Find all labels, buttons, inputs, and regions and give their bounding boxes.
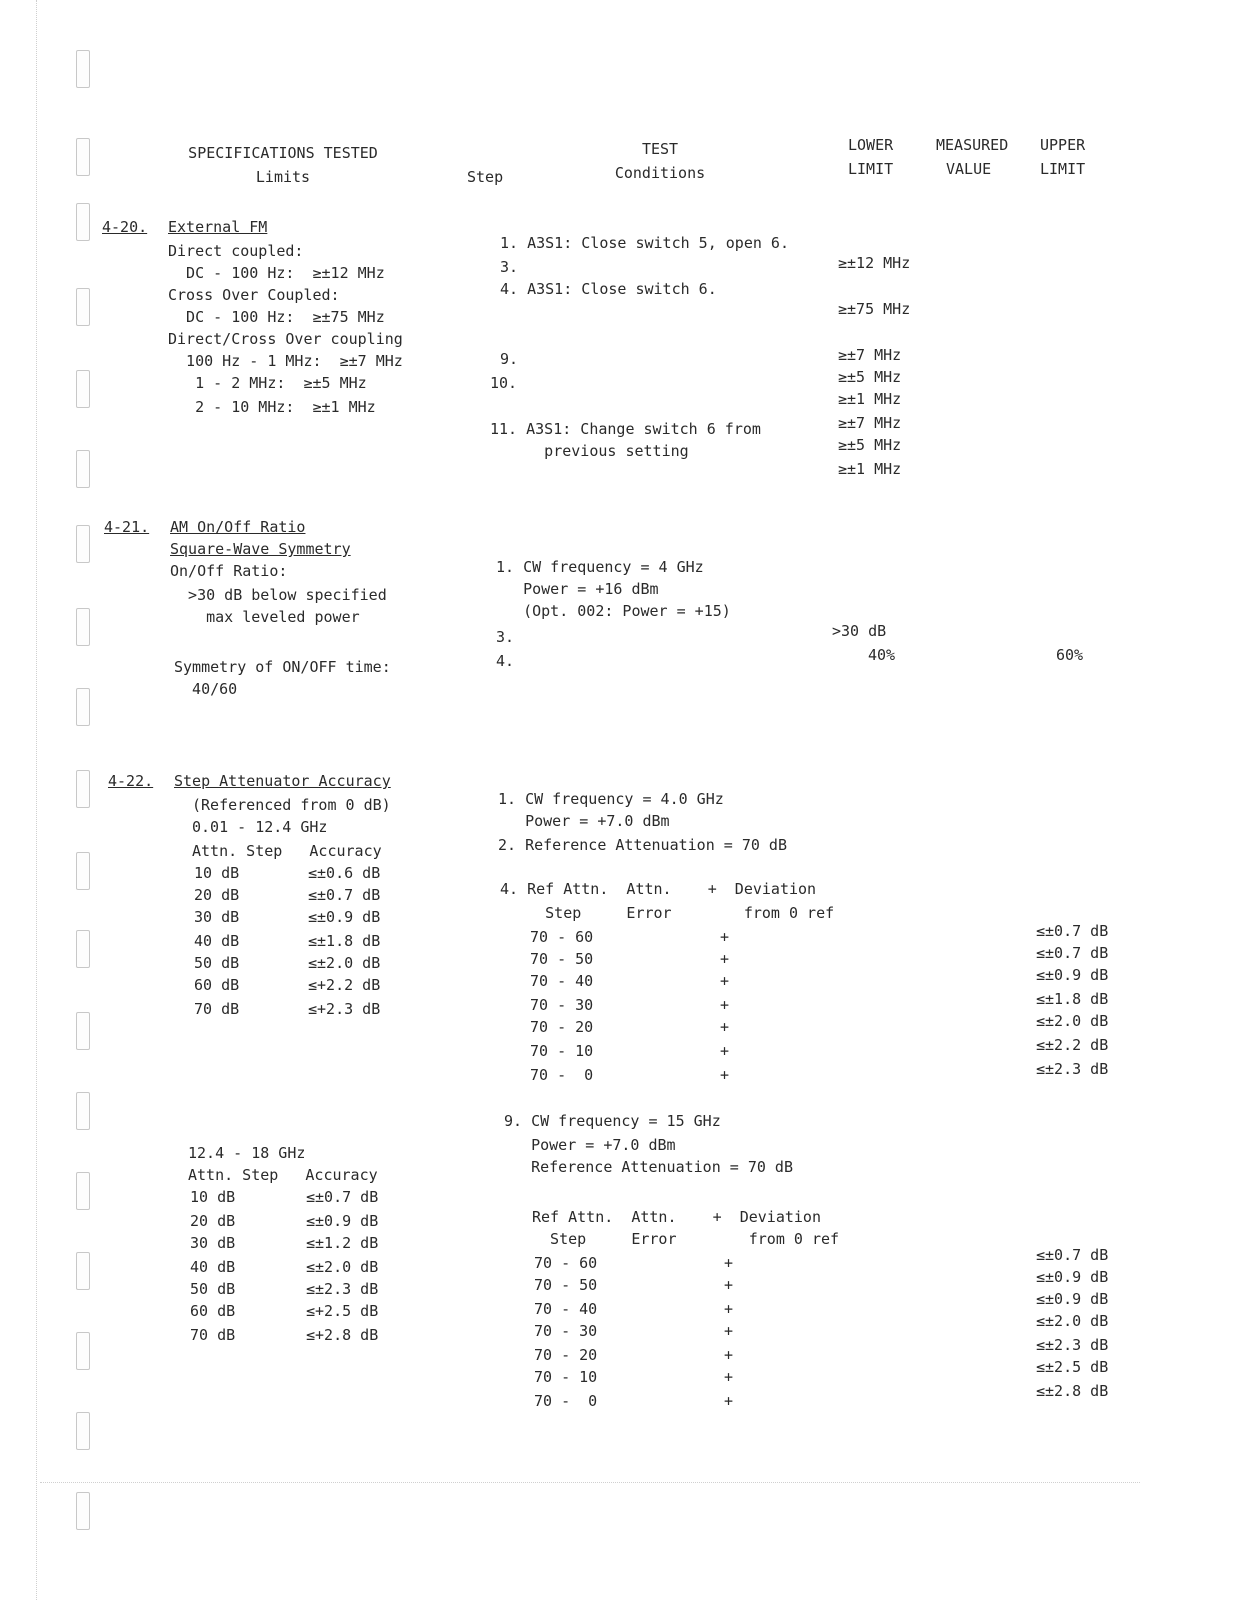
upper-limit: 60% — [1056, 646, 1084, 664]
condition-line: 3. — [500, 258, 519, 276]
ref-attn-row: 70 - 30 — [534, 1322, 598, 1340]
condition-line: 4. A3S1: Close switch 6. — [500, 280, 717, 298]
condition-line: Power = +7.0 dBm — [498, 812, 670, 830]
binder-hole — [76, 1332, 90, 1370]
upper-limit: ≤±2.0 dB — [1036, 1312, 1109, 1330]
table-header: Step Error from 0 ref — [500, 904, 835, 922]
plus-sign: + — [724, 1322, 734, 1340]
ref-attn-row: 70 - 20 — [534, 1346, 598, 1364]
table-header: Step Error from 0 ref — [532, 1230, 840, 1248]
header-spec-title: SPECIFICATIONS TESTED — [188, 144, 378, 162]
upper-limit: ≤±0.9 dB — [1036, 1290, 1109, 1308]
accuracy-value: ≤+2.3 dB — [308, 1000, 381, 1018]
accuracy-value: ≤±2.0 dB — [308, 954, 381, 972]
binder-hole — [76, 450, 90, 488]
upper-limit: ≤±2.3 dB — [1036, 1060, 1109, 1078]
spec-line: max leveled power — [170, 608, 360, 626]
condition-line: 9. — [500, 350, 519, 368]
condition-line: (Opt. 002: Power = +15) — [496, 602, 731, 620]
margin-rule — [36, 0, 37, 1600]
header-test: TEST — [641, 140, 679, 158]
spec-line: Direct/Cross Over coupling — [168, 330, 403, 348]
condition-line: Power = +7.0 dBm — [504, 1136, 676, 1154]
accuracy-value: ≤±0.9 dB — [308, 908, 381, 926]
ref-attn-row: 70 - 10 — [534, 1368, 598, 1386]
ref-attn-row: 70 - 50 — [534, 1276, 598, 1294]
condition-line: 1. CW frequency = 4.0 GHz — [498, 790, 724, 808]
binder-hole — [76, 1252, 90, 1290]
lower-limit: ≥±7 MHz — [838, 346, 902, 364]
attn-step: 20 dB — [194, 886, 240, 904]
spec-line: 0.01 - 12.4 GHz — [192, 818, 328, 836]
lower-limit: ≥±1 MHz — [838, 390, 902, 408]
ref-attn-row: 70 - 0 — [534, 1392, 598, 1410]
condition-line: 9. CW frequency = 15 GHz — [504, 1112, 721, 1130]
ref-attn-row: 70 - 20 — [530, 1018, 594, 1036]
attn-step: 30 dB — [194, 908, 240, 926]
perforation-line — [40, 1482, 1140, 1483]
plus-sign: + — [724, 1346, 734, 1364]
plus-sign: + — [724, 1300, 734, 1318]
upper-limit: ≤±2.3 dB — [1036, 1336, 1109, 1354]
spec-line: Attn. Step Accuracy — [192, 842, 382, 860]
accuracy-value: ≤±2.3 dB — [306, 1280, 379, 1298]
spec-line: Attn. Step Accuracy — [188, 1166, 378, 1184]
plus-sign: + — [724, 1392, 734, 1410]
binder-hole — [76, 1412, 90, 1450]
attn-step: 30 dB — [190, 1234, 236, 1252]
attn-step: 50 dB — [194, 954, 240, 972]
plus-sign: + — [720, 1066, 730, 1084]
binder-hole — [76, 930, 90, 968]
plus-sign: + — [720, 1042, 730, 1060]
upper-limit: ≤±1.8 dB — [1036, 990, 1109, 1008]
lower-limit: 40% — [868, 646, 896, 664]
binder-hole — [76, 852, 90, 890]
accuracy-value: ≤+2.2 dB — [308, 976, 381, 994]
plus-sign: + — [724, 1254, 734, 1272]
attn-step: 70 dB — [194, 1000, 240, 1018]
ref-attn-row: 70 - 30 — [530, 996, 594, 1014]
upper-limit: ≤±0.9 dB — [1036, 1268, 1109, 1286]
plus-sign: + — [720, 928, 730, 946]
attn-step: 10 dB — [190, 1188, 236, 1206]
ref-attn-row: 70 - 60 — [534, 1254, 598, 1272]
plus-sign: + — [720, 996, 730, 1014]
header-conditions: Conditions — [614, 164, 706, 182]
condition-line: 10. — [490, 374, 518, 392]
condition-line: 11. A3S1: Change switch 6 from — [490, 420, 761, 438]
lower-limit: ≥±7 MHz — [838, 414, 902, 432]
header-measured: MEASURED — [936, 136, 1009, 154]
lower-limit: ≥±1 MHz — [838, 460, 902, 478]
lower-limit: ≥±12 MHz — [838, 254, 911, 272]
ref-attn-row: 70 - 40 — [534, 1300, 598, 1318]
binder-hole — [76, 770, 90, 808]
upper-limit: ≤±2.2 dB — [1036, 1036, 1109, 1054]
upper-limit: ≤±0.7 dB — [1036, 922, 1109, 940]
attn-step: 70 dB — [190, 1326, 236, 1344]
section-title: AM On/Off Ratio — [170, 518, 306, 536]
condition-line: 1. CW frequency = 4 GHz — [496, 558, 704, 576]
accuracy-value: ≤±0.9 dB — [306, 1212, 379, 1230]
spec-line: Direct coupled: — [168, 242, 304, 260]
accuracy-value: ≤±1.2 dB — [306, 1234, 379, 1252]
plus-sign: + — [720, 950, 730, 968]
plus-sign: + — [724, 1368, 734, 1386]
binder-hole — [76, 1172, 90, 1210]
accuracy-value: ≤±0.7 dB — [306, 1188, 379, 1206]
binder-hole — [76, 688, 90, 726]
binder-hole — [76, 1492, 90, 1530]
attn-step: 50 dB — [190, 1280, 236, 1298]
condition-line: 3. — [496, 628, 515, 646]
attn-step: 40 dB — [190, 1258, 236, 1276]
header-spec-limits: Limits — [255, 168, 311, 186]
spec-line: 1 - 2 MHz: ≥±5 MHz — [168, 374, 367, 392]
attn-step: 60 dB — [190, 1302, 236, 1320]
attn-step: 40 dB — [194, 932, 240, 950]
header-upper-limit: LIMIT — [1040, 160, 1086, 178]
lower-limit: ≥±75 MHz — [838, 300, 911, 318]
header-lower: LOWER — [848, 136, 894, 154]
accuracy-value: ≤+2.5 dB — [306, 1302, 379, 1320]
table-header: Ref Attn. Attn. + Deviation — [532, 1208, 821, 1226]
binder-hole — [76, 525, 90, 563]
lower-limit: ≥±5 MHz — [838, 436, 902, 454]
upper-limit: ≤±0.9 dB — [1036, 966, 1109, 984]
accuracy-value: ≤±2.0 dB — [306, 1258, 379, 1276]
section-number: 4-22. — [108, 772, 154, 790]
upper-limit: ≤±0.7 dB — [1036, 944, 1109, 962]
spec-line: On/Off Ratio: — [170, 562, 288, 580]
lower-limit: >30 dB — [832, 622, 887, 640]
header-measured-value: VALUE — [946, 160, 992, 178]
spec-line: 2 - 10 MHz: ≥±1 MHz — [168, 398, 376, 416]
ref-attn-row: 70 - 40 — [530, 972, 594, 990]
binder-hole — [76, 288, 90, 326]
header-upper: UPPER — [1040, 136, 1086, 154]
binder-hole — [76, 1092, 90, 1130]
spec-line: 100 Hz - 1 MHz: ≥±7 MHz — [168, 352, 403, 370]
lower-limit: ≥±5 MHz — [838, 368, 902, 386]
attn-step: 10 dB — [194, 864, 240, 882]
binder-hole — [76, 203, 90, 241]
upper-limit: ≤±2.0 dB — [1036, 1012, 1109, 1030]
plus-sign: + — [720, 972, 730, 990]
condition-line: 2. Reference Attenuation = 70 dB — [498, 836, 787, 854]
spec-line: >30 dB below specified — [170, 586, 387, 604]
spec-line: Cross Over Coupled: — [168, 286, 340, 304]
binder-hole — [76, 138, 90, 176]
upper-limit: ≤±2.5 dB — [1036, 1358, 1109, 1376]
spec-line: DC - 100 Hz: ≥±75 MHz — [168, 308, 385, 326]
section-title: External FM — [168, 218, 268, 236]
section-number: 4-21. — [104, 518, 150, 536]
ref-attn-row: 70 - 60 — [530, 928, 594, 946]
plus-sign: + — [720, 1018, 730, 1036]
condition-line: previous setting — [490, 442, 689, 460]
section-subtitle: Square-Wave Symmetry — [170, 540, 351, 558]
plus-sign: + — [724, 1276, 734, 1294]
section-number: 4-20. — [102, 218, 148, 236]
spec-line: Symmetry of ON/OFF time: — [174, 658, 391, 676]
accuracy-value: ≤±0.6 dB — [308, 864, 381, 882]
binder-hole — [76, 608, 90, 646]
spec-line: 12.4 - 18 GHz — [188, 1144, 306, 1162]
accuracy-value: ≤+2.8 dB — [306, 1326, 379, 1344]
accuracy-value: ≤±1.8 dB — [308, 932, 381, 950]
binder-hole — [76, 1012, 90, 1050]
spec-line: 40/60 — [174, 680, 238, 698]
condition-line: Power = +16 dBm — [496, 580, 659, 598]
binder-hole — [76, 370, 90, 408]
ref-attn-row: 70 - 0 — [530, 1066, 594, 1084]
upper-limit: ≤±2.8 dB — [1036, 1382, 1109, 1400]
ref-attn-row: 70 - 50 — [530, 950, 594, 968]
condition-line: 4. — [496, 652, 515, 670]
ref-attn-row: 70 - 10 — [530, 1042, 594, 1060]
upper-limit: ≤±0.7 dB — [1036, 1246, 1109, 1264]
attn-step: 60 dB — [194, 976, 240, 994]
header-step: Step — [467, 168, 504, 186]
binder-hole — [76, 50, 90, 88]
condition-line: 1. A3S1: Close switch 5, open 6. — [500, 234, 789, 252]
accuracy-value: ≤±0.7 dB — [308, 886, 381, 904]
spec-line: (Referenced from 0 dB) — [192, 796, 391, 814]
attn-step: 20 dB — [190, 1212, 236, 1230]
header-lower-limit: LIMIT — [848, 160, 894, 178]
condition-line: Reference Attenuation = 70 dB — [504, 1158, 793, 1176]
section-title: Step Attenuator Accuracy — [174, 772, 391, 790]
spec-line: DC - 100 Hz: ≥±12 MHz — [168, 264, 385, 282]
table-header: 4. Ref Attn. Attn. + Deviation — [500, 880, 817, 898]
